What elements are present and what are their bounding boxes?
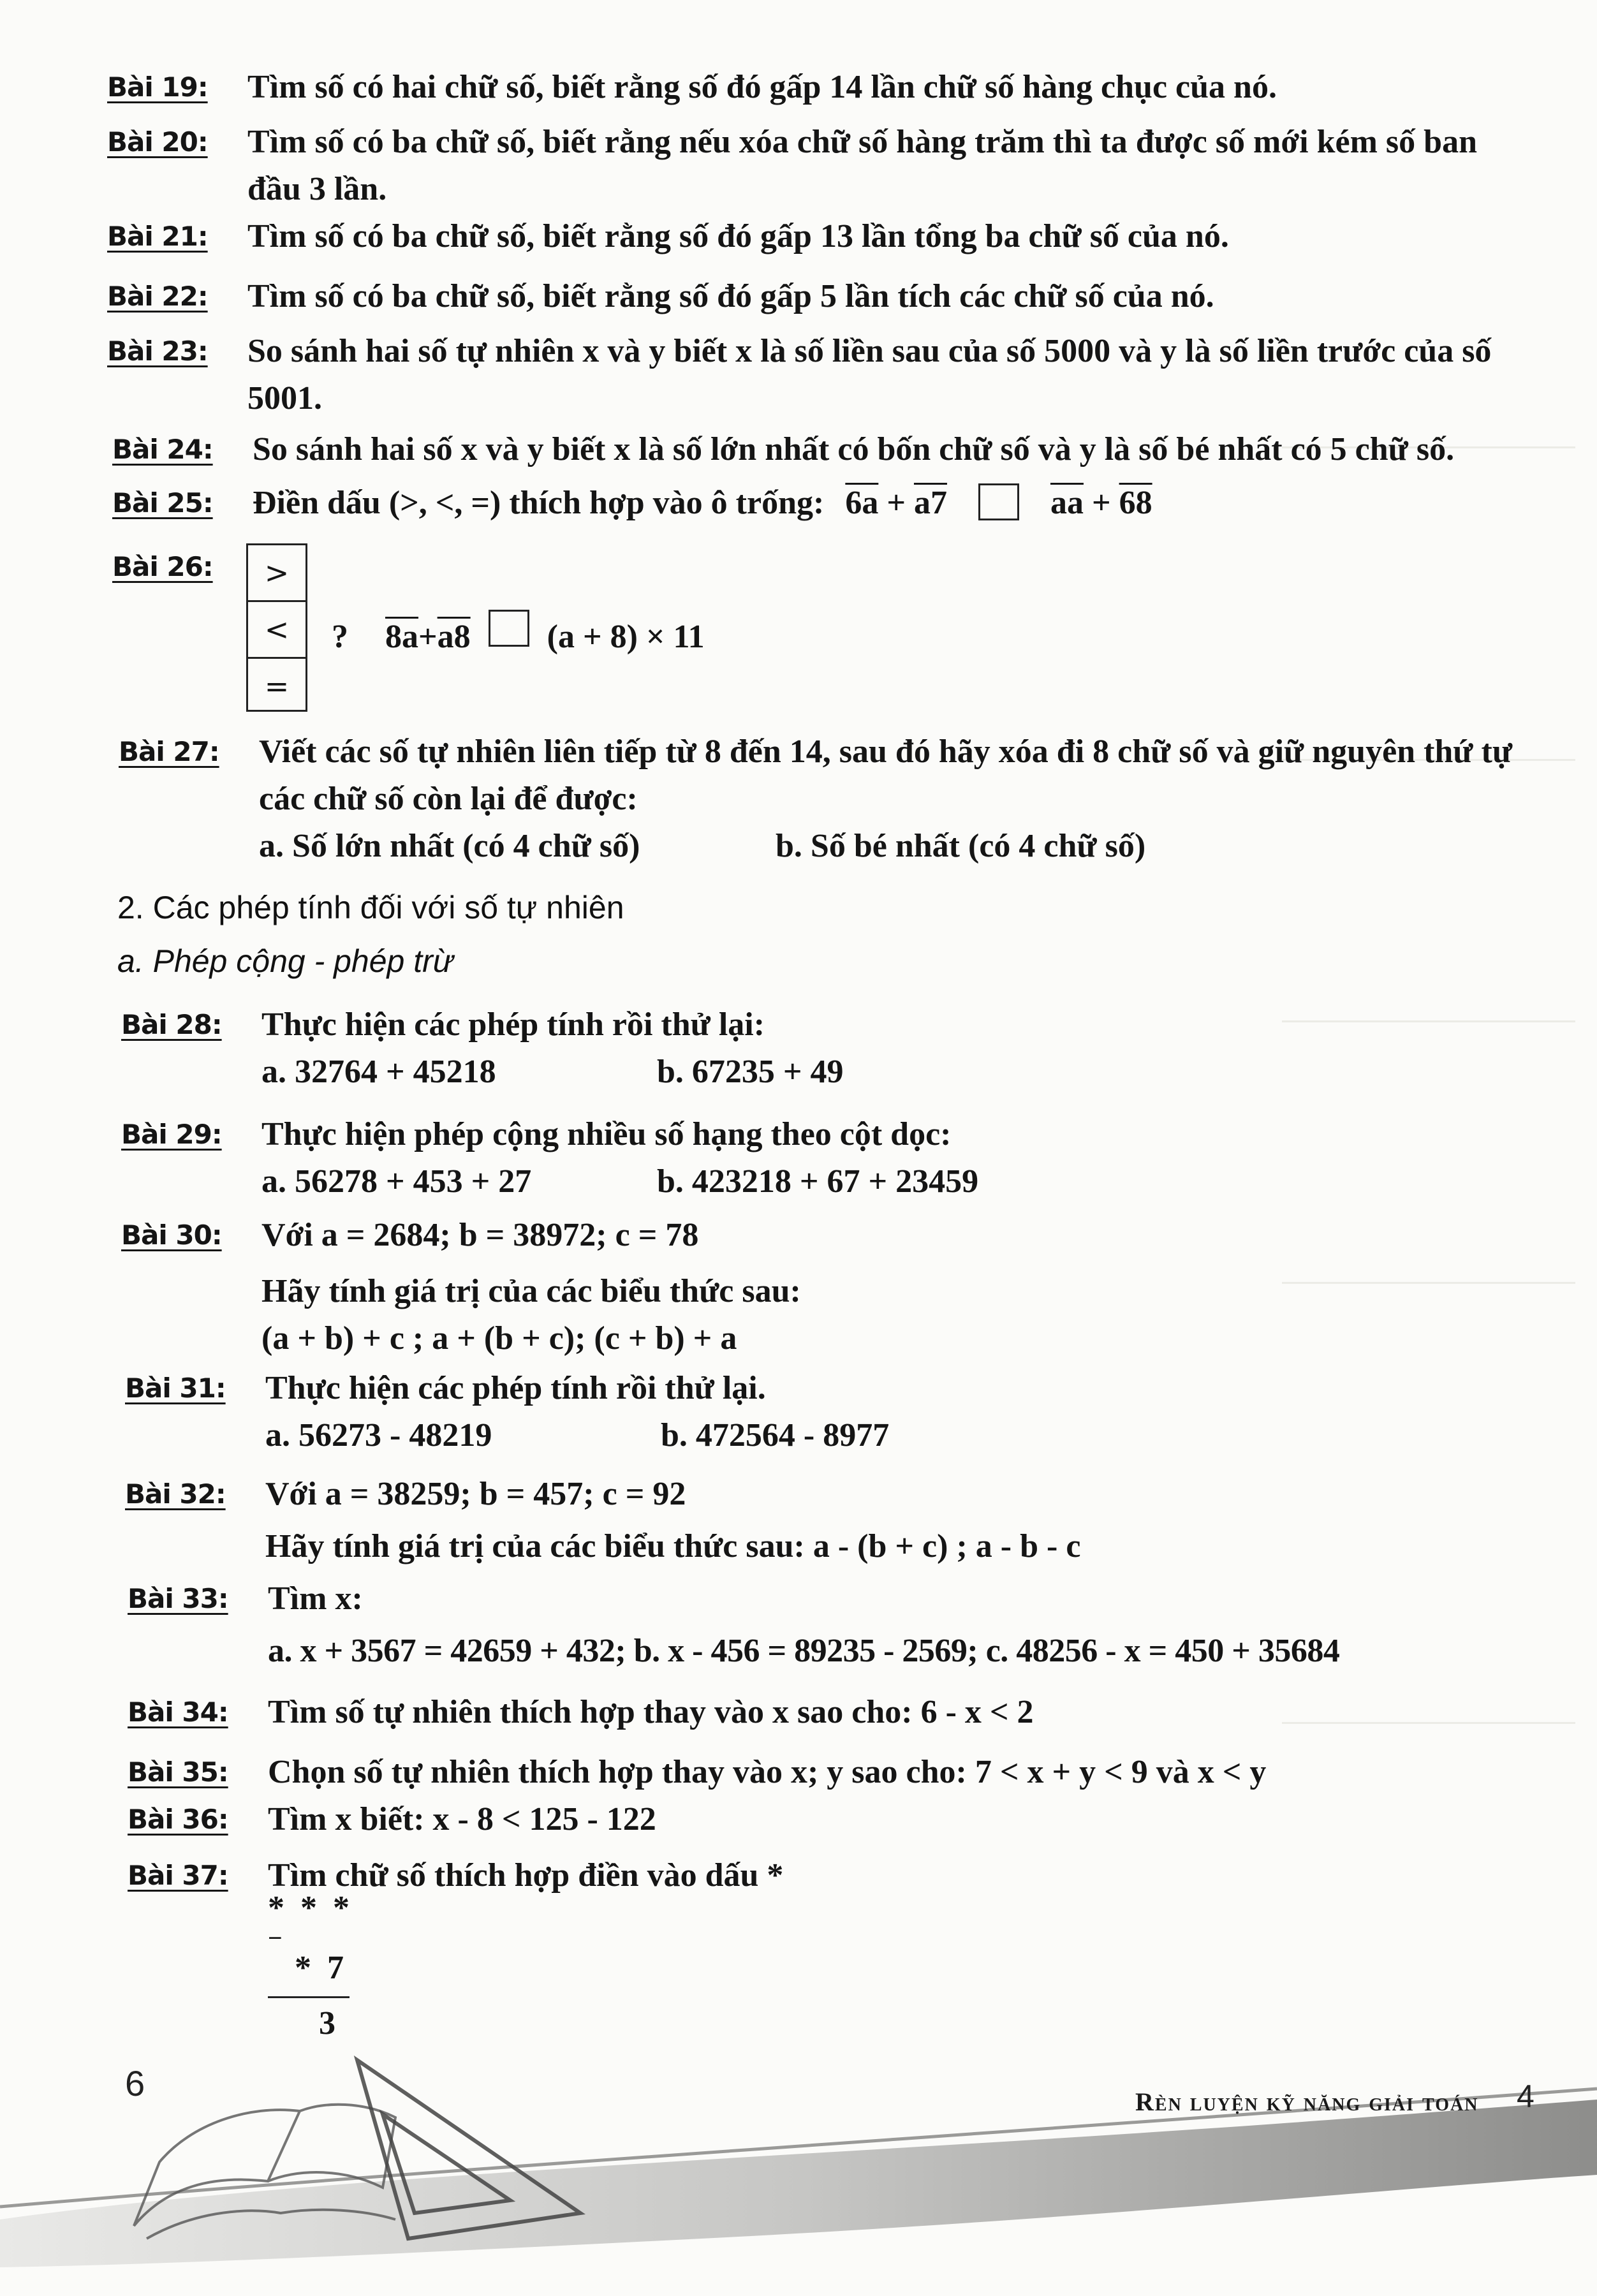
exercise-text: Thực hiện các phép tính rồi thử lại: bbox=[261, 1006, 765, 1043]
exercise-text: Tìm x: bbox=[268, 1580, 363, 1617]
exercise-label: Bài 21: bbox=[107, 221, 208, 252]
exercise-label: Bài 24: bbox=[112, 434, 213, 465]
exercise-options bbox=[259, 823, 1522, 870]
exercise-22 bbox=[107, 273, 1523, 320]
exercise-label: Bài 31: bbox=[125, 1372, 226, 1404]
exercise-19 bbox=[107, 64, 1523, 111]
choice-greater[interactable]: > bbox=[248, 545, 305, 602]
exercise-21 bbox=[107, 213, 1523, 260]
exercise-35 bbox=[128, 1749, 1563, 1796]
exercise-text: Tìm số có ba chữ số, biết rằng số đó gấp 5 lần tích các chữ số của nó. bbox=[247, 278, 1214, 314]
exercise-text: Tìm số có hai chữ số, biết rằng số đó gấp 14 lần chữ số hàng chục của nó. bbox=[247, 69, 1277, 105]
section-heading: 2. Các phép tính đối với số tự nhiên bbox=[117, 890, 624, 925]
exercise-label: Bài 22: bbox=[107, 281, 208, 312]
exercise-26-expression bbox=[332, 614, 906, 661]
overline-number: 8a bbox=[385, 619, 418, 655]
right-expression: (a + 8) × 11 bbox=[547, 619, 705, 655]
exercise-options bbox=[261, 1049, 1524, 1096]
subsection-heading: a. Phép cộng - phép trừ bbox=[117, 943, 453, 979]
overline-number: a8 bbox=[437, 619, 471, 655]
exercise-label: Bài 36: bbox=[128, 1804, 228, 1835]
exercise-27 bbox=[119, 728, 1522, 870]
vertical-subtraction bbox=[268, 1889, 353, 2043]
overline-number: 6a bbox=[845, 485, 879, 521]
exercise-text: Với a = 38259; b = 457; c = 92 bbox=[265, 1476, 686, 1512]
answer-box[interactable] bbox=[489, 610, 529, 647]
footer-decoration bbox=[0, 2028, 1597, 2296]
exercise-text: Viết các số tự nhiên liên tiếp từ 8 đến 14, sau đó hãy xóa đi 8 chữ số và giữ nguyên thứ tự các chữ số còn lại để được: bbox=[259, 733, 1513, 817]
answer-box[interactable] bbox=[978, 483, 1019, 520]
page-number: 6 bbox=[125, 2063, 145, 2103]
exercise-text: Với a = 2684; b = 38972; c = 78 bbox=[261, 1217, 699, 1253]
subtraction-top-row: * * * bbox=[268, 1890, 353, 1926]
exercise-29 bbox=[121, 1111, 1524, 1205]
plus-sign: + bbox=[887, 485, 906, 521]
option-a: a. 32764 + 45218 bbox=[261, 1054, 496, 1090]
exercise-text: Thực hiện các phép tính rồi thử lại. bbox=[265, 1370, 766, 1406]
option-b: b. 67235 + 49 bbox=[657, 1054, 844, 1090]
option-b: b. 472564 - 8977 bbox=[661, 1417, 890, 1453]
exercise-label: Bài 26: bbox=[112, 551, 213, 582]
exercise-label: Bài 33: bbox=[128, 1583, 228, 1614]
exercise-label: Bài 27: bbox=[119, 736, 219, 767]
exercise-36 bbox=[128, 1796, 1531, 1843]
exercise-text: Tìm số tự nhiên thích hợp thay vào x sao cho: 6 - x < 2 bbox=[268, 1694, 1034, 1730]
exercise-options bbox=[265, 1412, 1528, 1459]
exercise-label: Bài 29: bbox=[121, 1119, 222, 1150]
exercise-label: Bài 28: bbox=[121, 1009, 222, 1040]
exercise-34 bbox=[128, 1689, 1531, 1736]
exercise-label: Bài 37: bbox=[128, 1860, 228, 1891]
exercise-31 bbox=[125, 1365, 1528, 1459]
exercise-instruction: Điền dấu (>, <, =) thích hợp vào ô trống: bbox=[253, 485, 825, 521]
exercise-body bbox=[265, 1365, 1528, 1459]
plus-sign: + bbox=[418, 619, 438, 655]
exercise-label: Bài 35: bbox=[128, 1756, 228, 1788]
overline-number: $\overline{aa}$ bbox=[1050, 485, 1084, 521]
exercise-instruction: Hãy tính giá trị của các biểu thức sau: a - (b + c) ; a - b - c bbox=[265, 1528, 1081, 1564]
exercise-text: Chọn số tự nhiên thích hợp thay vào x; y sao cho: 7 < x + y < 9 và x < y bbox=[268, 1754, 1267, 1790]
option-a: a. 56273 - 48219 bbox=[265, 1417, 492, 1453]
subtraction-second-row: * 7 bbox=[295, 1950, 348, 1986]
exercise-28 bbox=[121, 1001, 1524, 1096]
exercise-expressions: (a + b) + c ; a + (b + c); (c + b) + a bbox=[261, 1320, 737, 1357]
exercise-label: Bài 20: bbox=[107, 126, 208, 158]
exercise-text: Tìm số có ba chữ số, biết rằng số đó gấp 13 lần tổng ba chữ số của nó. bbox=[247, 218, 1229, 254]
subtraction-rule bbox=[268, 1996, 350, 1998]
exercise-instruction: Hãy tính giá trị của các biểu thức sau: bbox=[261, 1273, 801, 1309]
exercise-label: Bài 30: bbox=[121, 1219, 222, 1251]
exercise-25 bbox=[112, 480, 1554, 527]
choice-less[interactable]: < bbox=[248, 602, 305, 659]
exercise-label: Bài 19: bbox=[107, 71, 208, 103]
exercise-body bbox=[261, 1111, 1524, 1205]
series-title: Rèn luyện kỹ năng giải toán bbox=[1135, 2087, 1479, 2116]
exercise-label: Bài 34: bbox=[128, 1696, 228, 1728]
subtraction-result: 3 bbox=[319, 2005, 335, 2042]
exercise-text: Tìm x biết: x - 8 < 125 - 122 bbox=[268, 1801, 656, 1837]
exercise-body bbox=[268, 1575, 1594, 1675]
overline-number: a7 bbox=[913, 485, 947, 521]
exercise-body bbox=[261, 1001, 1524, 1096]
question-mark: ? bbox=[332, 619, 348, 655]
exercise-text bbox=[253, 480, 1554, 527]
exercise-options: a. x + 3567 = 42659 + 432; b. x - 456 = 89235 - 2569; c. 48256 - x = 450 + 35684 bbox=[268, 1633, 1340, 1669]
plus-sign: + bbox=[1091, 485, 1111, 521]
exercise-body bbox=[265, 1471, 1528, 1570]
exercise-label: Bài 25: bbox=[112, 487, 213, 519]
series-volume: 4 bbox=[1517, 2079, 1534, 2114]
exercise-text: Thực hiện phép cộng nhiều số hạng theo cột dọc: bbox=[261, 1116, 952, 1152]
exercise-32 bbox=[125, 1471, 1528, 1570]
exercise-label: Bài 32: bbox=[125, 1478, 226, 1510]
exercise-24 bbox=[112, 426, 1554, 473]
option-b: b. 423218 + 67 + 23459 bbox=[657, 1163, 979, 1200]
exercise-30 bbox=[121, 1212, 1524, 1362]
option-a: a. Số lớn nhất (có 4 chữ số) bbox=[259, 828, 640, 864]
exercise-options bbox=[261, 1158, 1524, 1205]
choice-equal[interactable]: = bbox=[264, 669, 290, 703]
comparison-choices bbox=[246, 543, 307, 712]
minus-sign: − bbox=[268, 1924, 283, 1952]
exercise-text: Tìm chữ số thích hợp điền vào dấu * bbox=[268, 1857, 784, 1894]
exercise-body bbox=[259, 728, 1522, 870]
exercise-33 bbox=[128, 1575, 1594, 1675]
overline-number: 68 bbox=[1119, 485, 1152, 521]
exercise-text: So sánh hai số tự nhiên x và y biết x là số liền sau của số 5000 và y là số liền trước của số 5001. bbox=[247, 333, 1492, 416]
exercise-23 bbox=[107, 328, 1517, 422]
exercise-20 bbox=[107, 119, 1510, 213]
exercise-label: Bài 23: bbox=[107, 335, 208, 367]
exercise-text: So sánh hai số x và y biết x là số lớn nhất có bốn chữ số và y là số bé nhất có 5 chữ số. bbox=[253, 431, 1455, 467]
exercise-text: Tìm số có ba chữ số, biết rằng nếu xóa chữ số hàng trăm thì ta được số mới kém số ban đầu 3 lần. bbox=[247, 124, 1477, 207]
option-a: a. 56278 + 453 + 27 bbox=[261, 1163, 532, 1200]
exercise-body bbox=[261, 1212, 1524, 1362]
option-b: b. Số bé nhất (có 4 chữ số) bbox=[776, 828, 1146, 864]
